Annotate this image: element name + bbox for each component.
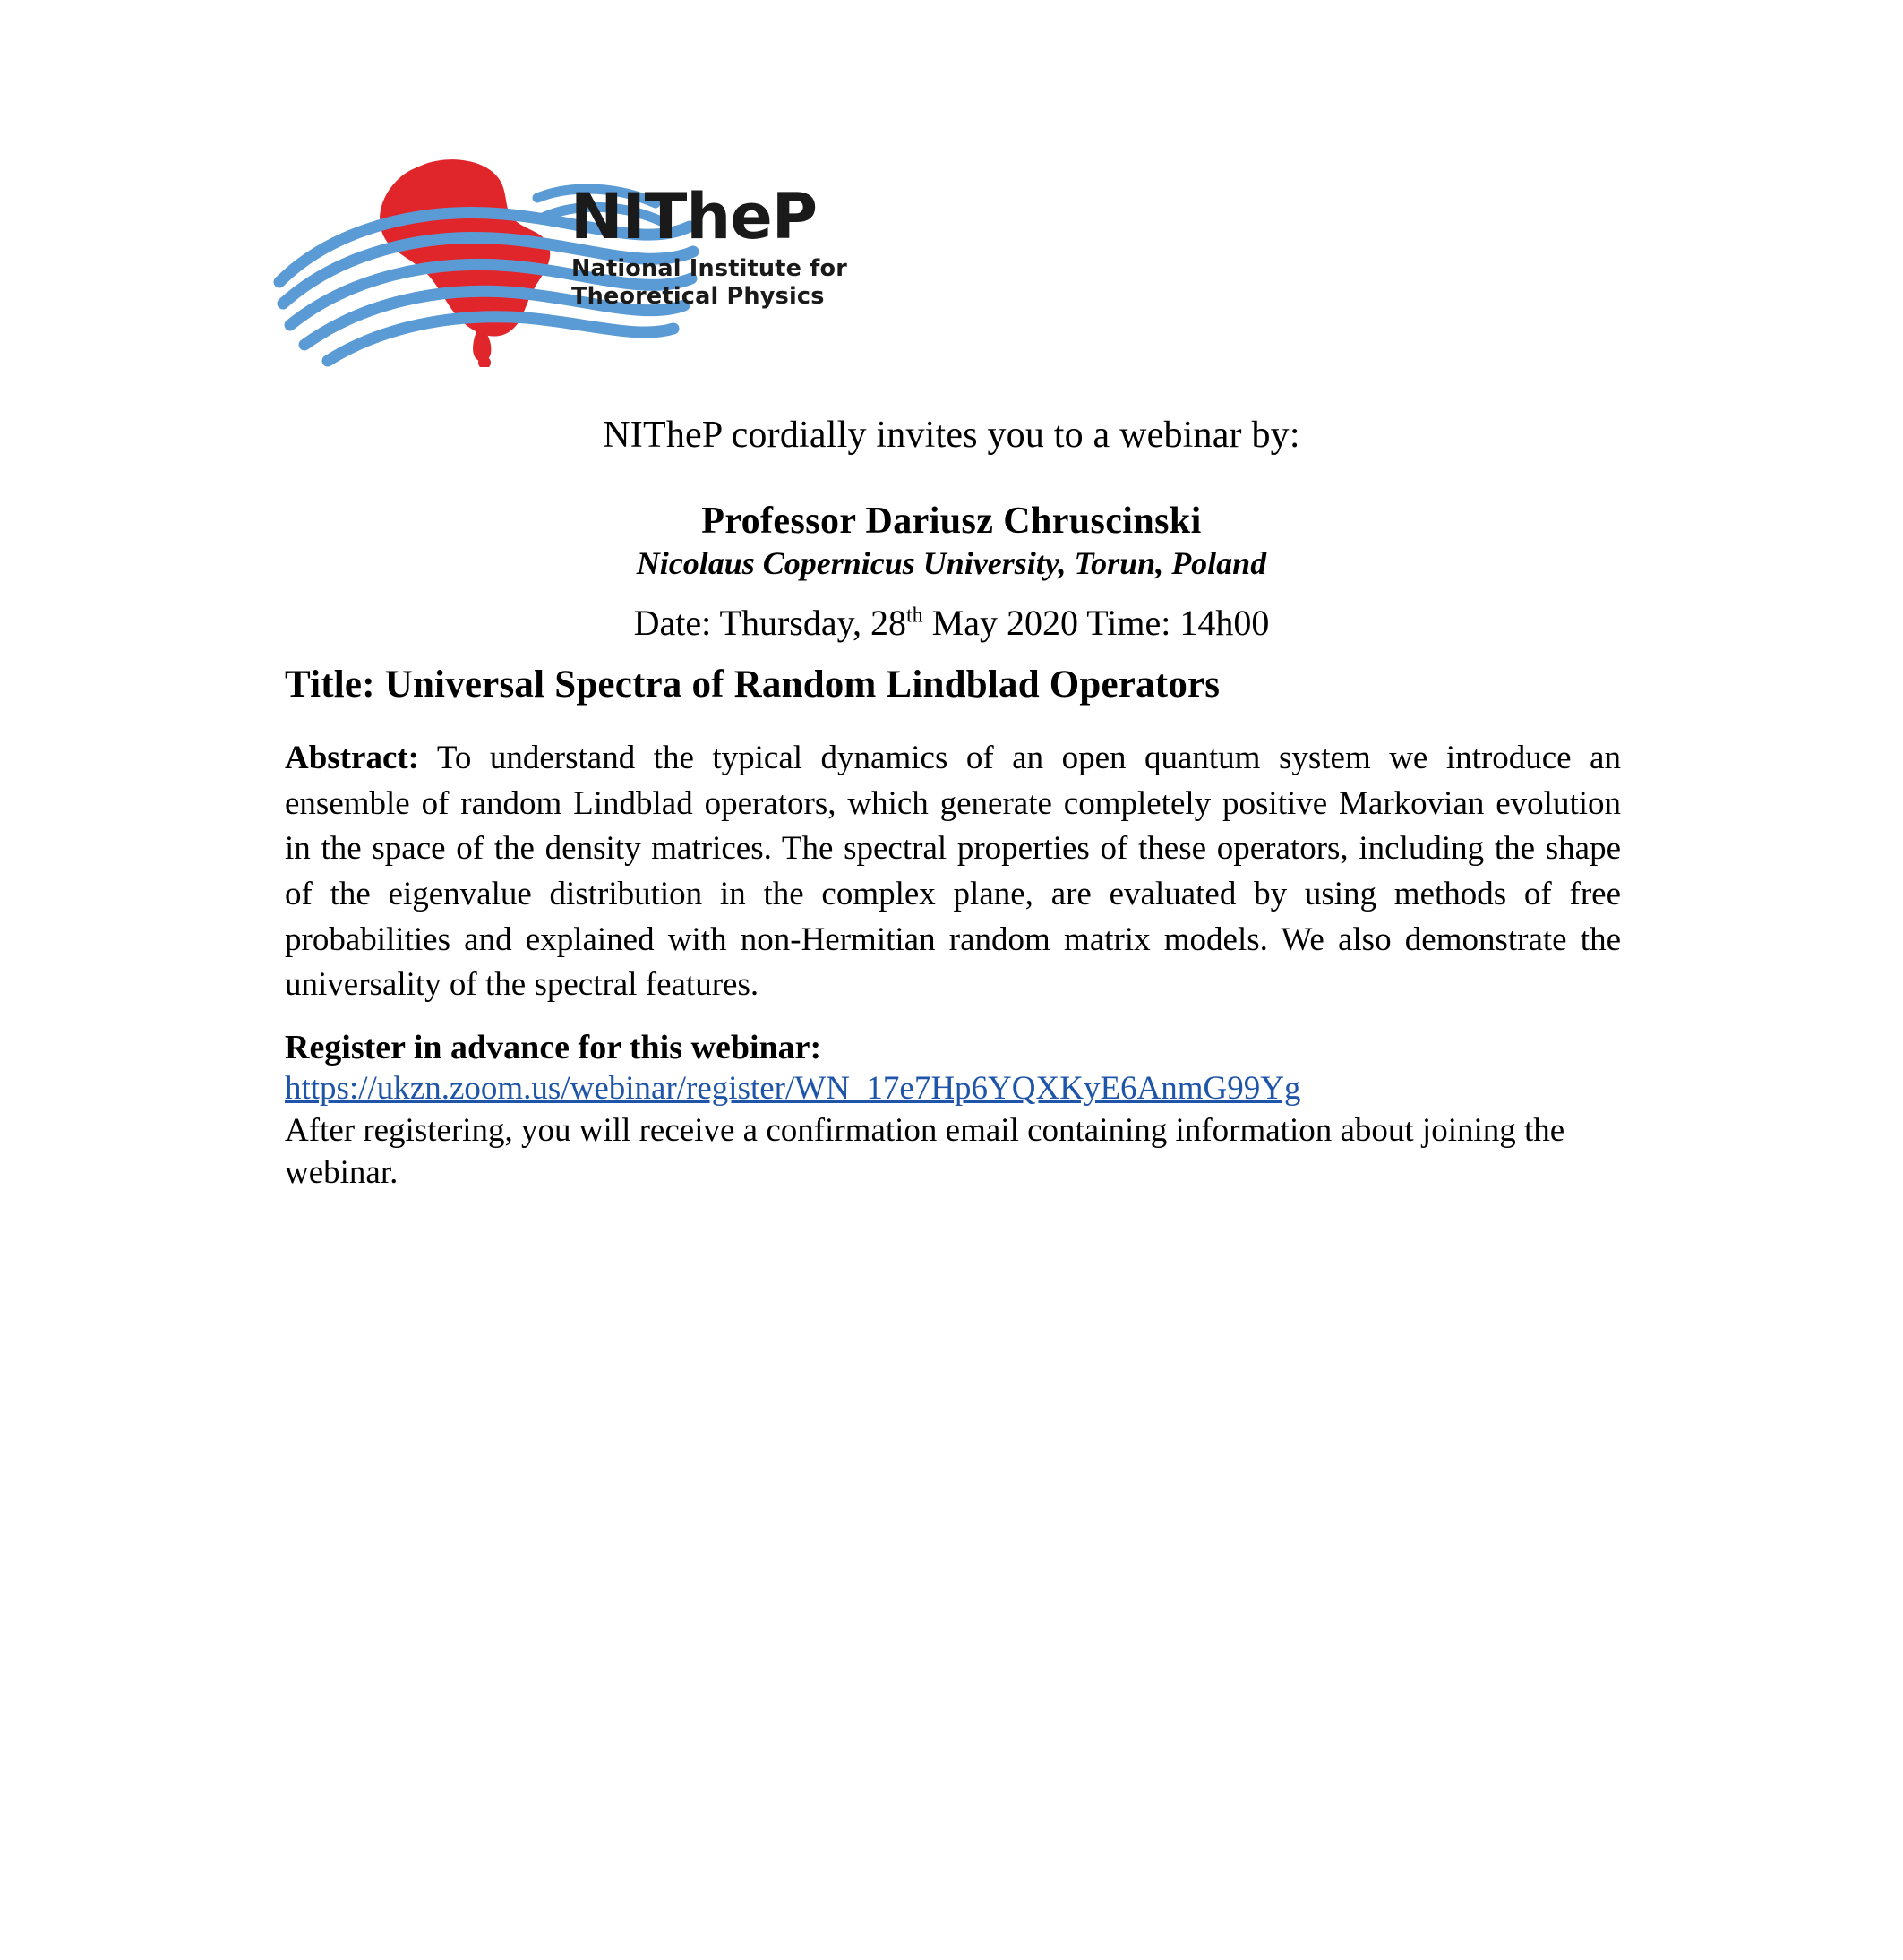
date-prefix: Date: Thursday, 28 bbox=[633, 603, 906, 643]
registration-link[interactable]: https://ukzn.zoom.us/webinar/register/WN_17e7Hp6YQXKyE6AnmG99Yg bbox=[285, 1070, 1301, 1107]
registration-heading: Register in advance for this webinar: bbox=[285, 1029, 822, 1066]
talk-title bbox=[285, 663, 1628, 706]
abstract-text: To understand the typical dynamics of an open quantum system we introduce an ensemble of random Lindblad operators, which generate completely positive Markovian evolution in the space of the density matrices. The spectral properties of these operators, including the shape of the eigenvalue distribution in the complex plane, are evaluated by using methods of free probabilities and explained with non-Hermitian random matrix models. We also demonstrate the universality of the spectral features. bbox=[285, 740, 1621, 1004]
talk-title-text: Universal Spectra of Random Lindblad Operators bbox=[384, 663, 1221, 706]
invitation-intro: NITheP cordially invites you to a webinar by: bbox=[603, 415, 1300, 456]
nithep-logo bbox=[269, 148, 878, 367]
talk-title-label: Title: bbox=[285, 663, 375, 706]
logo-subtitle-line2: Theoretical Physics bbox=[571, 283, 825, 311]
registration-note: After registering, you will receive a confirmation email containing information about joining the webinar. bbox=[285, 1112, 1565, 1191]
abstract-label: Abstract: bbox=[285, 740, 420, 776]
speaker-affiliation: Nicolaus Copernicus University, Torun, Poland bbox=[636, 545, 1267, 581]
date-suffix: May 2020 Time: 14h00 bbox=[922, 603, 1270, 643]
logo-wordmark: NITheP bbox=[570, 180, 817, 253]
event-date-time bbox=[0, 602, 1903, 644]
logo-subtitle bbox=[571, 255, 867, 311]
date-ordinal: th bbox=[905, 603, 923, 628]
logo-subtitle-line1: National Institute for bbox=[571, 255, 848, 282]
speaker-name: Professor Dariusz Chruscinski bbox=[701, 501, 1202, 542]
talk-abstract bbox=[285, 736, 1621, 1008]
